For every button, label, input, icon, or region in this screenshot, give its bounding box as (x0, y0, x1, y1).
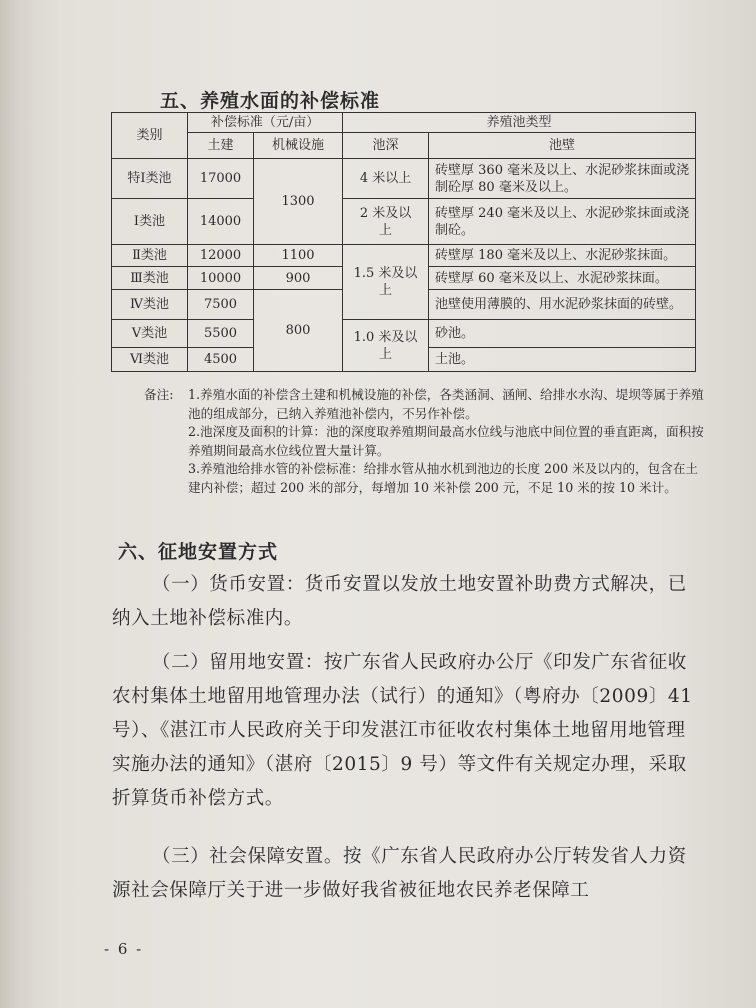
wall-cell: 池壁使用薄膜的、用水泥砂浆抹面的砖壁。 (429, 290, 696, 320)
page-number: - 6 - (104, 940, 144, 958)
header-category: 类别 (112, 113, 188, 159)
note-text: 1.养殖水面的补偿含土建和机械设施的补偿，各类涵洞、涵闸、给排水水沟、堤坝等属于养殖池的组成部分，已纳入养殖池补偿内，不另作补偿。 (188, 387, 704, 421)
depth-cell: 4 米以上 (343, 159, 429, 199)
paragraph-social-security: （三）社会保障安置。按《广东省人民政府办公厅转发省人力资源社会保障厅关于进一步做好我省被征地农民养老保障工 (112, 846, 687, 901)
section-6-heading: 六、征地安置方式 (118, 541, 279, 563)
row-category: Ⅵ类池 (112, 348, 188, 372)
note-text: 2.池深度及面积的计算：池的深度取养殖期间最高水位线与池底中间位置的垂直距离，面积按养殖期间最高水位线位置大量计算。 (188, 424, 704, 458)
row-category: Ⅲ类池 (112, 267, 188, 290)
row-category: Ⅳ类池 (112, 290, 188, 320)
mech-cell: 1300 (254, 159, 343, 245)
row-category: Ⅴ类池 (112, 320, 188, 348)
row-category: Ⅰ类池 (112, 199, 188, 245)
header-civil: 土建 (188, 133, 254, 159)
paragraph-monetary-resettlement: （一）货币安置：货币安置以发放土地安置补助费方式解决，已纳入土地补偿标准内。 (112, 574, 687, 629)
wall-cell: 砖壁厚 180 毫米及以上、水泥砂浆抹面。 (429, 245, 696, 267)
header-pond-type: 养殖池类型 (343, 113, 696, 133)
header-depth: 池深 (343, 133, 429, 159)
table-row (112, 199, 696, 245)
header-standard: 补偿标准（元/亩） (188, 113, 343, 133)
row-category: Ⅱ类池 (112, 245, 188, 267)
wall-cell: 砖壁厚 60 毫米及以上、水泥砂浆抹面。 (429, 267, 696, 290)
header-mech: 机械设施 (254, 133, 343, 159)
paragraph-reserved-land: （二）留用地安置：按广东省人民政府办公厅《印发广东省征收农村集体土地留用地管理办法（试行）的通知》（粤府办〔2009〕41 号）、《湛江市人民政府关于印发湛江市征收农村集体土地留用地管理实施办法的通知》（湛府〔2015〕9 号）等文件有关规定办理，采取折算货币补偿方式。 (112, 652, 693, 809)
section-5-heading: 五、养殖水面的补偿标准 (160, 90, 381, 112)
row-civil: 14000 (188, 199, 254, 245)
row-civil: 4500 (188, 348, 254, 372)
header-wall: 池壁 (429, 133, 696, 159)
row-civil: 10000 (188, 267, 254, 290)
notes-label: 备注: (144, 387, 174, 402)
table-row (112, 320, 696, 348)
note-item (144, 423, 704, 460)
row-civil: 7500 (188, 290, 254, 320)
depth-cell: 1.5 米及以上 (343, 245, 429, 320)
depth-cell: 1.0 米及以上 (343, 320, 429, 372)
note-item (144, 386, 704, 423)
row-civil: 17000 (188, 159, 254, 199)
table-notes (144, 386, 704, 497)
row-category: 特Ⅰ类池 (112, 159, 188, 199)
mech-cell: 1100 (254, 245, 343, 267)
wall-cell: 砖壁厚 360 毫米及以上、水泥砂浆抹面或浇制砼厚 80 毫米及以上。 (429, 159, 696, 199)
wall-cell: 砂池。 (429, 320, 696, 348)
mech-cell: 900 (254, 267, 343, 290)
wall-cell: 砖壁厚 240 毫米及以上、水泥砂浆抹面或浇制砼。 (429, 199, 696, 245)
mech-cell: 800 (254, 290, 343, 372)
row-civil: 5500 (188, 320, 254, 348)
table-row (112, 159, 696, 199)
wall-cell: 土池。 (429, 348, 696, 372)
depth-cell: 2 米及以上 (343, 199, 429, 245)
row-civil: 12000 (188, 245, 254, 267)
note-text: 3.养殖池给排水管的补偿标准：给排水管从抽水机到池边的长度 200 米及以内的，包含在土建内补偿；超过 200 米的部分，每增加 10 米补偿 200 元，不足 10 米的按 10 米计。 (188, 461, 699, 495)
note-item (144, 460, 704, 497)
table-row (112, 245, 696, 267)
compensation-table (111, 112, 696, 372)
